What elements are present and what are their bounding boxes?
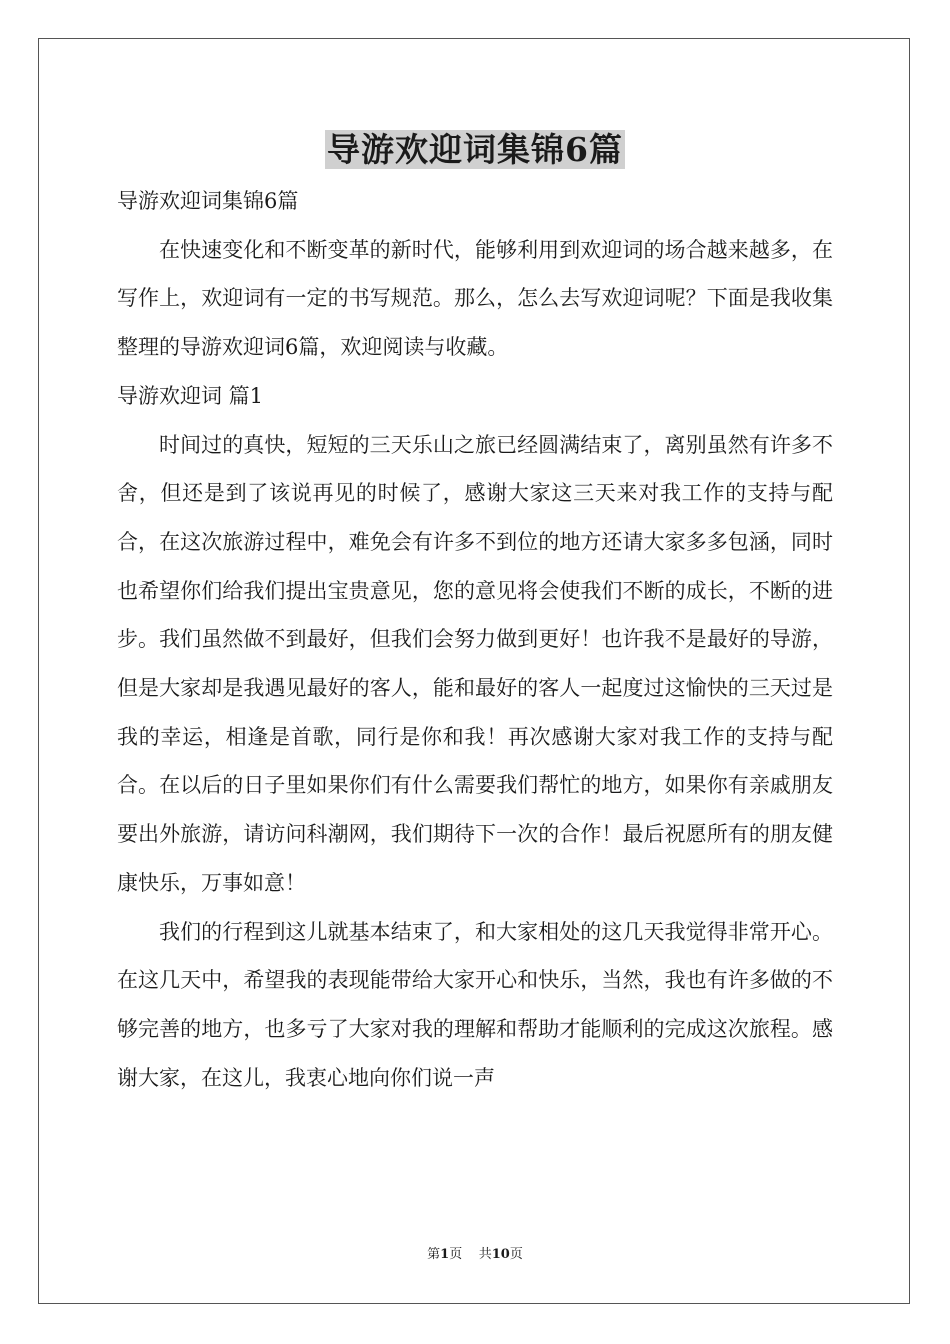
document-body xyxy=(117,177,833,1102)
page-prefix: 第 xyxy=(427,1247,441,1262)
section-heading: 导游欢迎词 篇1 xyxy=(117,383,264,408)
document-title xyxy=(0,127,950,173)
title-text: 导游欢迎词集锦6篇 xyxy=(327,130,623,169)
page-footer xyxy=(0,1245,950,1265)
total-pages: 10 xyxy=(491,1247,510,1262)
body-paragraph: 时间过的真快，短短的三天乐山之旅已经圆满结束了，离别虽然有许多不舍，但还是到了该说再见的时候了，感谢大家这三天来对我工作的支持与配合，在这次旅游过程中，难免会有许多不到位的地方还请大家多多包涵，同时也希望你们给我们提出宝贵意见，您的意见将会使我们不断的成长，不断的进步。我们虽然做不到最好，但我们会努力做到更好！也许我不是最好的导游，但是大家却是我遇见最好的客人，能和最好的客人一起度过这愉快的三天过是我的幸运，相逢是首歌，同行是你和我！再次感谢大家对我工作的支持与配合。在以后的日子里如果你们有什么需要我们帮忙的地方，如果你有亲戚朋友要出外旅游，请访问科潮网，我们期待下一次的合作！最后祝愿所有的朋友健康快乐，万事如意！ xyxy=(117,432,833,895)
intro-paragraph: 在快速变化和不断变革的新时代，能够利用到欢迎词的场合越来越多，在写作上，欢迎词有一定的书写规范。那么，怎么去写欢迎词呢？下面是我收集整理的导游欢迎词6篇，欢迎阅读与收藏。 xyxy=(117,237,833,360)
subtitle-line: 导游欢迎词集锦6篇 xyxy=(117,189,299,213)
total-suffix: 页 xyxy=(509,1247,523,1262)
body-paragraph: 我们的行程到这儿就基本结束了，和大家相处的这几天我觉得非常开心。在这几天中，希望我的表现能带给大家开心和快乐，当然，我也有许多做的不够完善的地方，也多亏了大家对我的理解和帮助才能顺利的完成这次旅程。感谢大家，在这儿，我衷心地向你们说一声 xyxy=(117,919,833,1090)
page-number: 1 xyxy=(440,1247,450,1262)
total-prefix: 共 xyxy=(478,1247,492,1262)
page-suffix: 页 xyxy=(449,1247,463,1262)
